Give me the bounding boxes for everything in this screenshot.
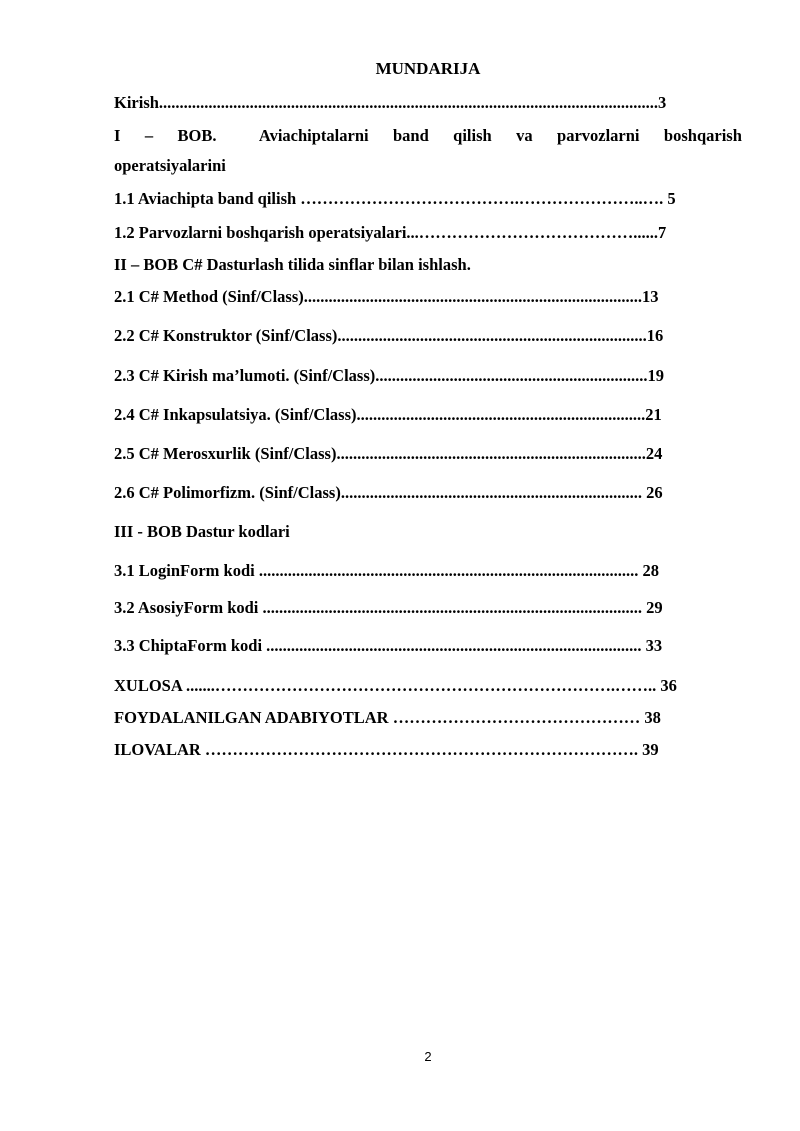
toc-entry-2-3[interactable]: 2.3 C# Kirish ma’lumoti. (Sinf/Class)..................................................................19 <box>114 366 665 385</box>
toc-heading-word: boshqarish <box>663 126 742 145</box>
toc-entry-3-3[interactable]: 3.3 ChiptaForm kodi ........................................................................................... 33 <box>114 636 663 655</box>
toc-heading-word: BOB. <box>177 126 217 145</box>
toc-heading-word: qilish <box>453 126 492 145</box>
toc-heading-word: I <box>114 126 121 145</box>
toc-entry-3-2[interactable]: 3.2 AsosiyForm kodi ............................................................................................ 29 <box>114 598 663 617</box>
toc-entry-2-6[interactable]: 2.6 C# Polimorfizm. (Sinf/Class)......................................................................... 26 <box>114 483 663 502</box>
page-title: MUNDARIJA <box>375 59 481 78</box>
toc-entry-2-5[interactable]: 2.5 C# Merosxurlik (Sinf/Class)...........................................................................24 <box>114 444 663 463</box>
toc-heading-word: – <box>144 126 154 145</box>
toc-heading-word: band <box>392 126 429 145</box>
toc-heading-bob1-continued[interactable]: operatsiyalarini <box>114 156 226 175</box>
page-number: 2 <box>424 1049 432 1064</box>
toc-entry-3-1[interactable]: 3.1 LoginForm kodi ............................................................................................ 28 <box>114 561 659 580</box>
toc-entry-2-1[interactable]: 2.1 C# Method (Sinf/Class)..................................................................................13 <box>114 287 659 306</box>
toc-heading-word: parvozlarni <box>557 126 640 145</box>
toc-entry-ilovalar[interactable]: ILOVALAR ……………………………………………………………………. 39 <box>114 740 659 759</box>
toc-heading-word: va <box>516 126 533 145</box>
toc-entry-1-1[interactable]: 1.1 Aviachipta band qilish ………………………………….…………………..…. 5 <box>114 189 676 208</box>
toc-heading-bob1[interactable] <box>114 126 742 146</box>
toc-entry-2-2[interactable]: 2.2 C# Konstruktor (Sinf/Class)...........................................................................16 <box>114 326 664 345</box>
toc-heading-word: Aviachiptalarni <box>258 126 369 145</box>
toc-entry-foydalanilgan-adabiyotlar[interactable]: FOYDALANILGAN ADABIYOTLAR ……………………………………… 38 <box>114 708 661 727</box>
toc-entry-2-4[interactable]: 2.4 C# Inkapsulatsiya. (Sinf/Class)......................................................................21 <box>114 405 662 424</box>
toc-entry-1-2[interactable]: 1.2 Parvozlarni boshqarish operatsiyalari...…………………………………......7 <box>114 223 667 242</box>
toc-entry-xulosa[interactable]: XULOSA .......……………………………………………………………….…….. 36 <box>114 676 677 695</box>
toc-heading-bob2[interactable]: II – BOB C# Dasturlash tilida sinflar bilan ishlash. <box>114 255 471 274</box>
toc-entry-kirish[interactable]: Kirish.........................................................................................................................3 <box>114 93 667 112</box>
toc-heading-bob3[interactable]: III - BOB Dastur kodlari <box>114 522 290 541</box>
